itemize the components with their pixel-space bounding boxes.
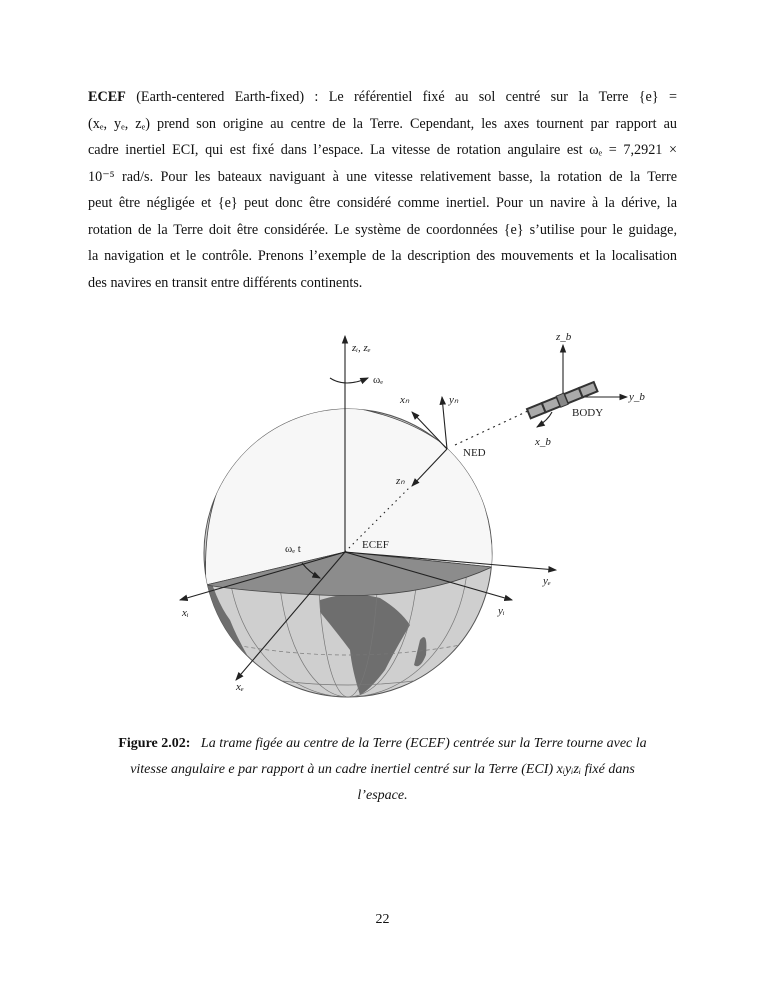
label-yi: yᵢ [498, 605, 505, 617]
label-xn: xₙ [400, 394, 410, 406]
label-yb: y_b [629, 391, 645, 403]
paragraph-line: 10⁻⁵ rad/s. Pour les bateaux naviguant à une vitesse relativement basse, la rotation de la Terre [88, 168, 677, 185]
figure-caption: Figure 2.02: La trame figée au centre de la Terre (ECEF) centrée sur la Terre tourne avec la vitesse angulaire e par rapport à un cadre inertiel centré sur la Terre (ECI) xᵢyᵢzᵢ fixé dans l’espace. [118, 736, 647, 803]
caption-label: Figure 2.02: [118, 736, 191, 751]
label-zn: zₙ [396, 475, 405, 487]
ecef-term: ECEF [88, 89, 126, 105]
label-body: BODY [572, 407, 604, 419]
page-number: 22 [375, 912, 390, 927]
label-ye: yₑ [543, 575, 551, 587]
label-xi: xᵢ [182, 607, 189, 619]
paragraph-line: des navires en transit entre différents continents. [88, 274, 363, 291]
label-ecef: ECEF [362, 539, 389, 551]
paragraph-line: (xₑ, yₑ, zₑ) prend son origine au centre de la Terre. Cependant, les axes tournent par rapport au [88, 115, 677, 132]
label-zi-ze: zᵢ, zₑ [352, 342, 371, 354]
label-xb: x_b [535, 436, 551, 448]
label-xe: xₑ [236, 681, 244, 693]
paragraph-line: rotation de la Terre doit être considérée. Le système de coordonnées {e} s’utilise pour le guidage, [88, 221, 677, 238]
paragraph-line: ECEF (Earth-centered Earth-fixed) : Le référentiel fixé au sol centré sur la Terre {e} = [88, 89, 677, 105]
label-yn: yₙ [449, 394, 459, 406]
paragraph-line: cadre inertiel ECI, qui est fixé dans l’espace. La vitesse de rotation angulaire est ωₑ = 7,2921 × [88, 142, 677, 158]
paragraph-line: peut être négligée et {e} peut donc être considéré comme inertiel. Pour un navire à la dérive, la [88, 195, 677, 211]
label-omega-t: ωₑ t [285, 543, 301, 555]
paragraph-line: la navigation et le contrôle. Prenons l’exemple de la description des mouvements et la localisation [88, 248, 677, 264]
label-zb: z_b [556, 331, 572, 343]
label-omega-e: ωₑ [373, 374, 384, 386]
label-ned: NED [463, 447, 486, 459]
